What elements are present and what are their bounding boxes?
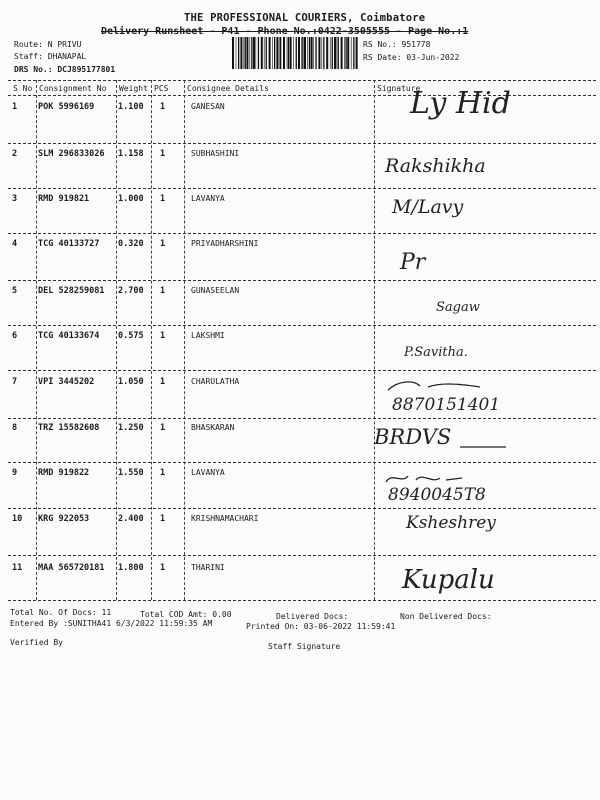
row-divider	[8, 188, 596, 189]
row-divider	[8, 418, 596, 419]
row-divider	[8, 325, 596, 326]
cell-sno: 11	[12, 563, 23, 573]
cell-weight: 2.700	[118, 286, 144, 296]
cell-consignment: POK 5996169	[38, 102, 95, 112]
total-cod: Total COD Amt: 0.00	[140, 610, 232, 619]
cell-pcs: 1	[160, 563, 166, 573]
cell-weight: 1.100	[118, 102, 144, 112]
row-divider	[8, 508, 596, 509]
signature-image: Pr	[400, 250, 426, 275]
signature-underline	[458, 441, 508, 453]
signature-image: P.Savitha.	[404, 345, 468, 360]
cell-weight: 1.800	[118, 563, 144, 573]
row-divider	[8, 370, 596, 371]
cell-pcs: 1	[160, 423, 166, 433]
col-divider	[184, 80, 185, 600]
col-divider	[36, 80, 37, 600]
staff-label: Staff: DHANAPAL	[14, 52, 87, 61]
cell-consignment: MAA 565720181	[38, 563, 105, 573]
cell-pcs: 1	[160, 149, 166, 159]
signature-image: BRDVS	[374, 425, 452, 449]
row-divider	[8, 280, 596, 281]
cell-pcs: 1	[160, 286, 166, 296]
signature-image: 8870151401	[392, 395, 501, 415]
cell-sno: 1	[12, 102, 18, 112]
cell-consignment: TCG 40133727	[38, 239, 100, 249]
cell-sno: 2	[12, 149, 18, 159]
signature-image: Ksheshrey	[406, 513, 496, 533]
col-divider	[116, 80, 117, 600]
cell-weight: 1.050	[118, 377, 144, 387]
col-header-consignment: Consignment No	[39, 84, 107, 93]
cell-consignee: PRIYADHARSHINI	[191, 239, 259, 248]
cell-consignee: LAVANYA	[191, 468, 225, 477]
row-divider	[8, 233, 596, 234]
col-divider	[374, 80, 375, 600]
verified-by: Verified By	[10, 638, 63, 647]
cell-consignment: TRZ 15582608	[38, 423, 100, 433]
cell-sno: 5	[12, 286, 18, 296]
barcode-image	[232, 37, 358, 69]
signature-image: M/Lavy	[392, 196, 464, 218]
signature-image: 8940045T8	[388, 485, 486, 505]
row-divider	[8, 143, 596, 144]
cell-sno: 10	[12, 514, 23, 524]
printed-on: Printed On: 03-06-2022 11:59:41	[246, 622, 396, 631]
table-bottom-rule	[8, 600, 596, 601]
row-divider	[8, 462, 596, 463]
cell-pcs: 1	[160, 514, 166, 524]
entered-by: Entered By :SUNITHA41 6/3/2022 11:59:35 AM	[10, 619, 213, 628]
col-header-sno: S No	[13, 84, 33, 93]
rs-number: RS No.: 951778	[363, 40, 431, 49]
cell-consignee: BHASKARAN	[191, 423, 235, 432]
cell-weight: 1.250	[118, 423, 144, 433]
cell-weight: 1.550	[118, 468, 144, 478]
signature-image: Ly Hid	[410, 86, 511, 121]
cell-sno: 6	[12, 331, 18, 341]
cell-weight: 2.400	[118, 514, 144, 524]
total-docs: Total No. Of Docs: 11	[10, 608, 112, 617]
cell-sno: 4	[12, 239, 18, 249]
signature-image: Rakshikha	[385, 155, 486, 177]
row-divider	[8, 555, 596, 556]
col-header-weight: Weight	[119, 84, 148, 93]
col-header-pcs: PCS	[154, 84, 169, 93]
cell-consignment: DEL 528259081	[38, 286, 105, 296]
cell-pcs: 1	[160, 468, 166, 478]
cell-consignee: GUNASEELAN	[191, 286, 240, 295]
cell-pcs: 1	[160, 102, 166, 112]
staff-signature: Staff Signature	[268, 642, 341, 651]
signature-image: Sagaw	[436, 300, 480, 315]
runsheet-subtitle: Delivery Runsheet - P41 - Phone No.:0422-3505555 - Page No.:1	[101, 26, 469, 37]
cell-sno: 9	[12, 468, 18, 478]
cell-pcs: 1	[160, 331, 166, 341]
cell-pcs: 1	[160, 377, 166, 387]
cell-consignee: SUBHASHINI	[191, 149, 240, 158]
cell-sno: 7	[12, 377, 18, 387]
cell-consignment: TCG 40133674	[38, 331, 100, 341]
cell-pcs: 1	[160, 194, 166, 204]
cell-consignee: GANESAN	[191, 102, 225, 111]
table-top-rule	[8, 80, 596, 81]
non-delivered-docs: Non Delivered Docs:	[400, 612, 492, 621]
col-header-consignee: Consignee Details	[187, 84, 269, 93]
signature-scribble	[384, 378, 484, 396]
drs-number: DRS No.: DCJ895177801	[14, 65, 116, 74]
cell-consignment: SLM 296833026	[38, 149, 105, 159]
cell-consignee: LAKSHMI	[191, 331, 225, 340]
company-title: THE PROFESSIONAL COURIERS, Coimbatore	[184, 12, 426, 24]
rs-date: RS Date: 03-Jun-2022	[363, 53, 460, 62]
cell-pcs: 1	[160, 239, 166, 249]
cell-sno: 3	[12, 194, 18, 204]
cell-consignee: KRISHNAMACHARI	[191, 514, 259, 523]
cell-weight: 1.000	[118, 194, 144, 204]
delivered-docs: Delivered Docs:	[276, 612, 349, 621]
cell-consignment: RMD 919822	[38, 468, 90, 478]
signature-image: Kupalu	[402, 565, 495, 595]
route-label: Route: N PRIVU	[14, 40, 82, 49]
cell-consignment: VPI 3445202	[38, 377, 95, 387]
cell-weight: 0.575	[118, 331, 144, 341]
cell-sno: 8	[12, 423, 18, 433]
cell-consignee: THARINI	[191, 563, 225, 572]
cell-weight: 1.158	[118, 149, 144, 159]
col-header-signature: Signature	[377, 84, 421, 93]
cell-consignment: KRG 922053	[38, 514, 90, 524]
cell-weight: 0.320	[118, 239, 144, 249]
cell-consignee: CHARULATHA	[191, 377, 240, 386]
cell-consignment: RMD 919821	[38, 194, 90, 204]
cell-consignee: LAVANYA	[191, 194, 225, 203]
col-divider	[151, 80, 152, 600]
